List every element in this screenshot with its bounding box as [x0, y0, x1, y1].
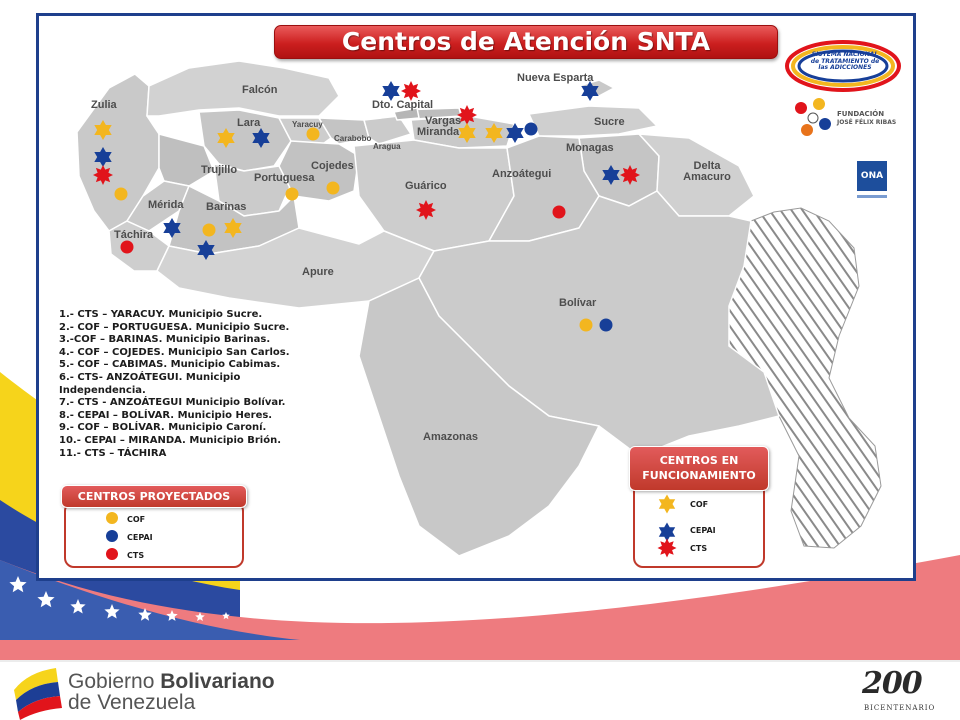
label-barinas: Barinas [206, 201, 247, 213]
ona-logo-badge: ONA [857, 161, 887, 191]
label-capital: Dto. Capital [372, 99, 434, 111]
snta-logo [784, 38, 902, 94]
page-title: Centros de Atención SNTA [274, 25, 778, 59]
label-monagas: Monagas [566, 142, 614, 154]
label-merida: Mérida [148, 199, 184, 211]
legend-projected-cts-dot [106, 548, 118, 560]
bicentenario-number: 200 [862, 666, 922, 701]
marker-cts-active [93, 165, 113, 185]
list-item: 4.- COF – COJEDES. Municipio San Carlos. [59, 346, 290, 358]
list-item: 5.- COF – CABIMAS. Municipio Cabimas. [59, 359, 281, 371]
list-item: 10.- CEPAI – MIRANDA. Municipio Brión. [59, 434, 282, 446]
legend-active-cof-star [657, 494, 677, 514]
fundacion-logo [791, 96, 903, 150]
ona-logo [857, 161, 889, 207]
label-apure: Apure [302, 266, 334, 278]
marker-cts-active [416, 200, 436, 220]
label-tachira: Táchira [114, 229, 154, 241]
list-item: 9.- COF – BOLÍVAR. Municipio Caroní. [59, 422, 267, 434]
marker-cof-projected [307, 128, 320, 141]
label-sucre: Sucre [594, 116, 625, 128]
label-aragua: Aragua [373, 142, 401, 151]
list-item: 3.-COF – BARINAS. Municipio Barinas. [59, 334, 271, 346]
legend-projected-cepai-label: CEPAI [127, 533, 153, 542]
bicentenario-word: BICENTENARIO [864, 704, 936, 712]
marker-cof-projected [115, 188, 128, 201]
label-delta: Delta Amacuro [683, 160, 731, 183]
label-nueva-esparta: Nueva Esparta [517, 72, 594, 84]
marker-cts-active [401, 81, 421, 101]
label-yaracuy: Yaracuy [292, 120, 323, 129]
marker-cepai-active [382, 81, 399, 101]
state-sucre [529, 106, 657, 136]
legend-active-cof-label: COF [690, 500, 709, 509]
label-anzoategui: Anzoátegui [492, 168, 552, 180]
bicentenario-logo [858, 668, 944, 714]
label-vargas: Vargas [425, 115, 462, 127]
marker-cepai-projected [525, 123, 538, 136]
gov-name [68, 671, 275, 713]
list-item: 6.- CTS- ANZOÁTEGUI. Municipio Independencia. [59, 371, 241, 396]
list-item: 2.- COF – PORTUGUESA. Municipio Sucre. [59, 321, 290, 333]
ona-logo-underline [857, 195, 887, 198]
label-zulia: Zulia [91, 99, 117, 111]
gov-name-bold: Bolivariano [160, 670, 275, 693]
label-guarico: Guárico [405, 180, 447, 192]
gov-name-line2: de Venezuela [68, 691, 196, 714]
fundacion-line1: FUNDACIÓN [837, 110, 885, 118]
gov-name-line1: Gobierno [68, 670, 155, 693]
legend-active-cts-star [657, 538, 677, 558]
list-item: 7.- CTS - ANZOÁTEGUI Municipio Bolívar. [59, 397, 286, 409]
marker-cepai-projected [600, 319, 613, 332]
label-carabobo: Carabobo [334, 134, 372, 143]
label-falcon: Falcón [242, 84, 278, 96]
fundacion-emblem-icon [791, 96, 835, 140]
label-miranda: Miranda [417, 126, 460, 138]
fundacion-line2: JOSÉ FÉLIX RIBAS [837, 119, 897, 126]
legend-projected [64, 501, 244, 568]
marker-cof-projected [580, 319, 593, 332]
legend-active-cepai-label: CEPAI [690, 526, 716, 535]
legend-projected-cof-label: COF [127, 515, 146, 524]
legend-projected-cof-dot [106, 512, 118, 524]
legend-projected-cepai-dot [106, 530, 118, 542]
marker-cof-projected [327, 182, 340, 195]
label-bolivar: Bolívar [559, 297, 597, 309]
legend-projected-cts-label: CTS [127, 551, 145, 560]
marker-cts-projected [121, 241, 134, 254]
label-lara: Lara [237, 117, 261, 129]
legend-active-cts-label: CTS [690, 544, 708, 553]
legend-active-title: CENTROS EN FUNCIONAMIENTO [629, 446, 769, 491]
marker-cof-projected [203, 224, 216, 237]
list-item: 11.- CTS – TÁCHIRA [59, 447, 167, 459]
list-item: 1.- CTS – YARACUY. Municipio Sucre. [59, 309, 263, 320]
list-item: 8.- CEPAI – BOLÍVAR. Municipio Heres. [59, 409, 273, 421]
centers-list [59, 309, 299, 460]
marker-cof-projected [286, 188, 299, 201]
map-frame [36, 13, 916, 581]
label-amazonas: Amazonas [423, 431, 479, 443]
label-portuguesa: Portuguesa [254, 172, 315, 184]
snta-logo-text: SISTEMA NACIONAL de TRATAMIENTO de las ADICCIONES [810, 51, 880, 71]
legend-projected-title: CENTROS PROYECTADOS [61, 485, 247, 508]
label-cojedes: Cojedes [311, 160, 354, 172]
marker-cts-projected [553, 206, 566, 219]
marker-cts-active [620, 165, 640, 185]
label-trujillo: Trujillo [201, 164, 238, 176]
